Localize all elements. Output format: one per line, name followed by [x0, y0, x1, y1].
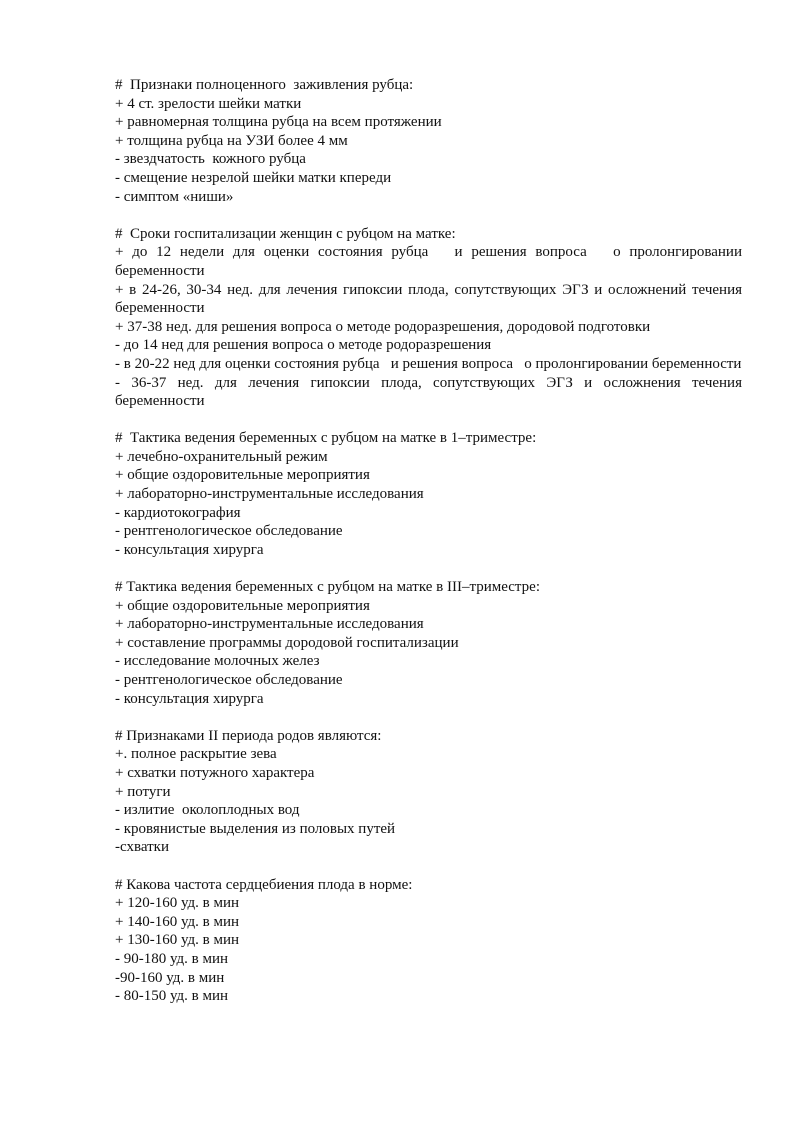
answer-option: - излитие околоплодных вод [115, 802, 300, 819]
answer-option: - 90-180 уд. в мин [115, 950, 229, 967]
answer-option: + толщина рубца на УЗИ более 4 мм [115, 132, 348, 149]
answer-option: + 37-38 нед. для решения вопроса о методе родоразрешения, дородовой подготовки [115, 318, 651, 335]
answer-option: - 80-150 уд. в мин [115, 988, 229, 1005]
answer-option: + лабораторно-инструментальные исследования [115, 616, 424, 633]
question-title: # Признаки полноценного заживления рубца: [115, 77, 414, 93]
answer-option: + 120-160 уд. в мин [115, 895, 240, 912]
question-title: # Сроки госпитализации женщин с рубцом на матке: [115, 225, 456, 242]
question-block [115, 876, 742, 1006]
answer-option: + общие оздоровительные мероприятия [115, 467, 370, 484]
question-block [115, 578, 742, 708]
answer-option: -90-160 уд. в мин [115, 969, 225, 986]
answer-option: + общие оздоровительные мероприятия [115, 597, 370, 614]
answer-option: + потуги [115, 783, 171, 800]
answer-option: - рентгенологическое обследование [115, 523, 343, 540]
answer-option: + лабораторно-инструментальные исследования [115, 486, 424, 503]
question-block [115, 429, 742, 559]
answer-option: - консультация хирурга [115, 541, 264, 558]
answer-option: - в 20-22 нед для оценки состояния рубца и решения вопроса о пролонгировании беременности [115, 355, 742, 372]
answer-option: -схватки [115, 839, 169, 856]
answer-option: - звездчатость кожного рубца [115, 151, 306, 168]
document-page [115, 76, 746, 1024]
question-title: # Тактика ведения беременных с рубцом на матке в 1–триместре: [115, 430, 537, 447]
question-block [115, 76, 742, 206]
question-block [115, 225, 746, 411]
answer-option: - исследование молочных желез [115, 653, 320, 670]
answer-option: + лечебно-охранительный режим [115, 448, 328, 465]
answer-option: + в 24-26, 30-34 нед. для лечения гипоксии плода, сопутствующих ЭГЗ и осложнений течения беременности [115, 281, 746, 317]
answer-option: + 130-160 уд. в мин [115, 932, 240, 949]
answer-option: + составление программы дородовой госпитализации [115, 634, 459, 651]
answer-option: + схватки потужного характера [115, 764, 315, 781]
answer-option: +. полное раскрытие зева [115, 746, 277, 763]
answer-option: + равномерная толщина рубца на всем протяжении [115, 114, 442, 131]
answer-option: - кардиотокография [115, 504, 241, 521]
question-title: # Тактика ведения беременных с рубцом на матке в III–триместре: [115, 579, 540, 596]
answer-option: - рентгенологическое обследование [115, 672, 343, 688]
question-title: # Какова частота сердцебиения плода в норме: [115, 876, 413, 893]
answer-option: - кровянистые выделения из половых путей [115, 820, 396, 837]
answer-option: - до 14 нед для решения вопроса о методе родоразрешения [115, 337, 492, 354]
answer-option: + 140-160 уд. в мин [115, 913, 240, 930]
answer-option: - 36-37 нед. для лечения гипоксии плода, сопутствующих ЭГЗ и осложнения течения беременности [115, 374, 746, 410]
question-block [115, 727, 742, 857]
question-title: # Признаками II периода родов являются: [115, 727, 382, 744]
answer-option: - смещение незрелой шейки матки кпереди [115, 169, 392, 186]
answer-option: - консультация хирурга [115, 690, 264, 707]
answer-option: + 4 ст. зрелости шейки матки [115, 95, 302, 112]
answer-option: + до 12 недели для оценки состояния рубца и решения вопроса о пролонгировании беременности [115, 244, 746, 279]
answer-option: - симптом «ниши» [115, 188, 234, 205]
